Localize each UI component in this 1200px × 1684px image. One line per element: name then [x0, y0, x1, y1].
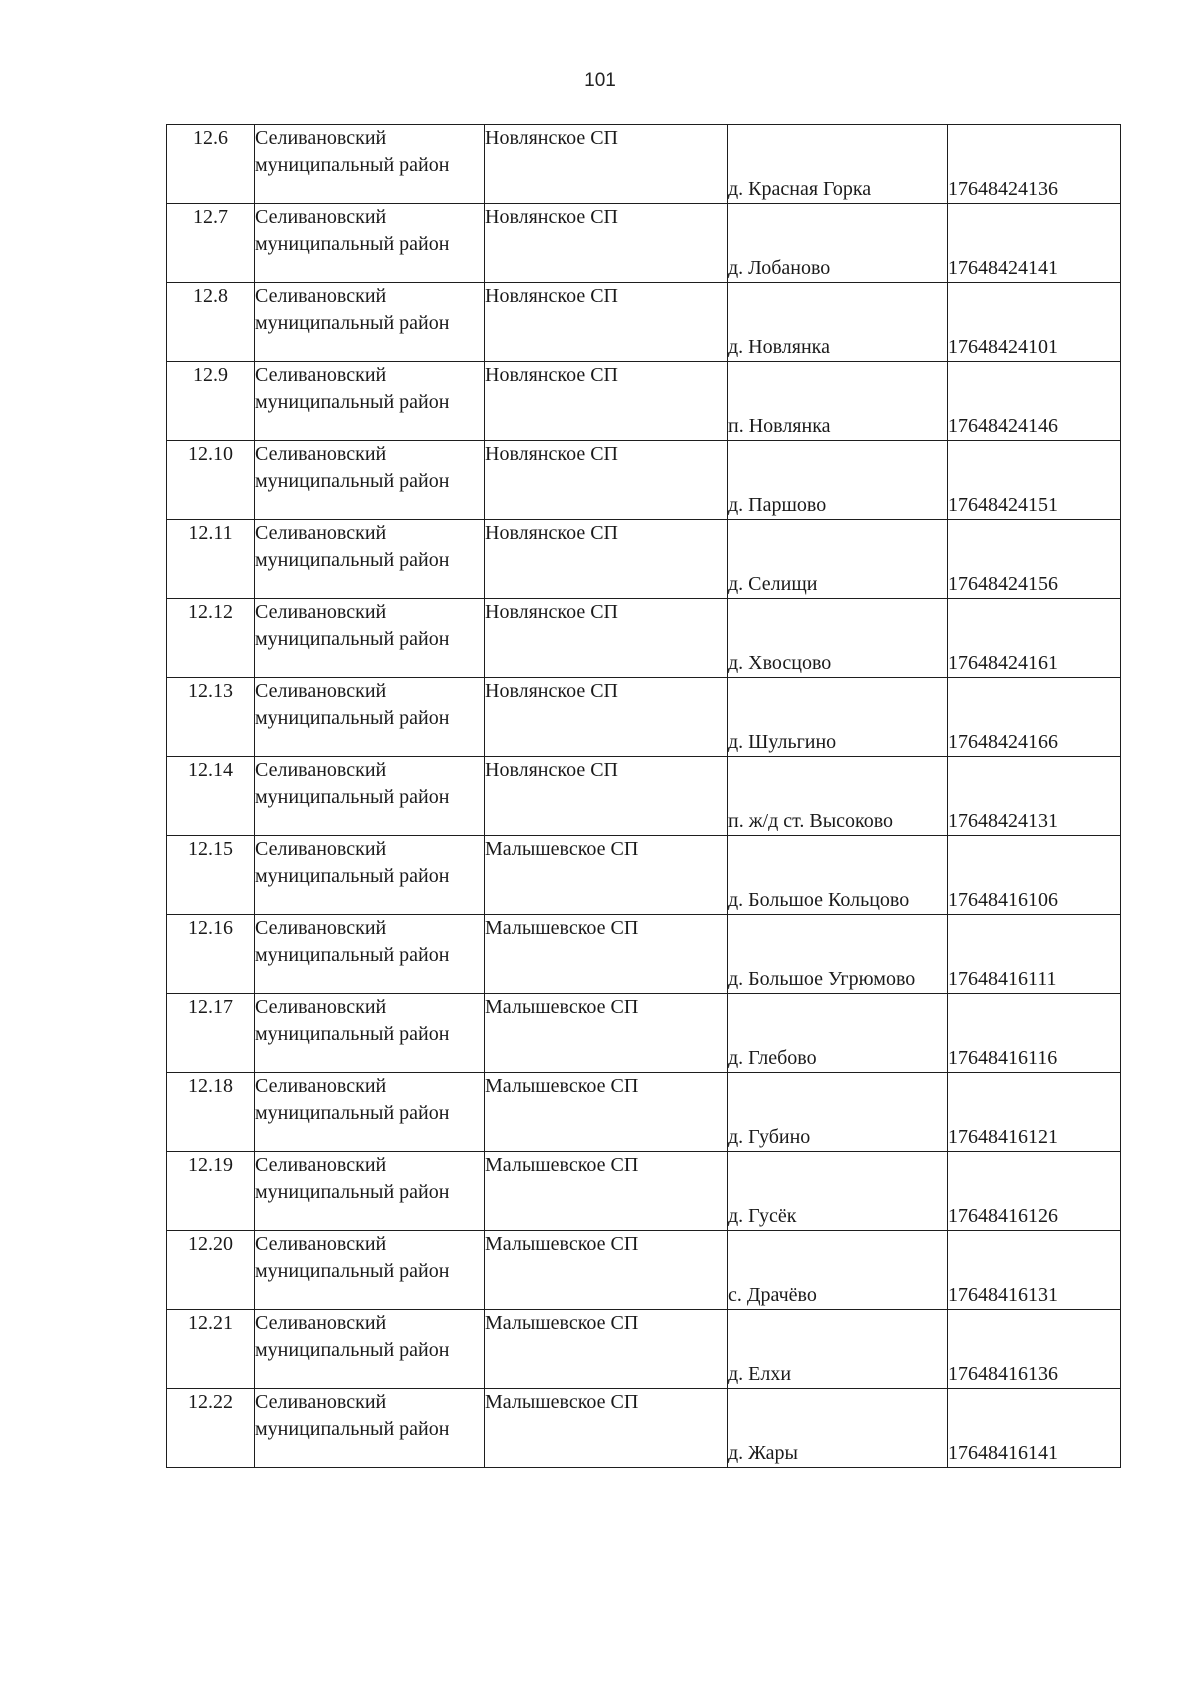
locality-cell: д. Селищи: [728, 520, 948, 599]
oktmo-code-cell: 17648416136: [948, 1310, 1121, 1389]
table-row: [167, 1389, 1121, 1468]
settlement-cell: Новлянское СП: [485, 757, 728, 836]
table-row: [167, 836, 1121, 915]
oktmo-code-cell: 17648424156: [948, 520, 1121, 599]
oktmo-code-cell: 17648424131: [948, 757, 1121, 836]
oktmo-code-cell: 17648416131: [948, 1231, 1121, 1310]
row-number-cell: 12.15: [167, 836, 255, 915]
settlement-cell: Малышевское СП: [485, 994, 728, 1073]
table-row: [167, 125, 1121, 204]
oktmo-code-cell: 17648416111: [948, 915, 1121, 994]
table-row: [167, 283, 1121, 362]
table-row: [167, 1231, 1121, 1310]
district-cell: Селивановский муниципальный район: [255, 757, 485, 836]
settlement-cell: Малышевское СП: [485, 1310, 728, 1389]
locality-cell: д. Гусёк: [728, 1152, 948, 1231]
locality-cell: д. Красная Горка: [728, 125, 948, 204]
district-cell: Селивановский муниципальный район: [255, 1073, 485, 1152]
district-cell: Селивановский муниципальный район: [255, 441, 485, 520]
table-row: [167, 1073, 1121, 1152]
district-cell: Селивановский муниципальный район: [255, 1310, 485, 1389]
locality-cell: д. Глебово: [728, 994, 948, 1073]
oktmo-code-cell: 17648416126: [948, 1152, 1121, 1231]
oktmo-code-cell: 17648424161: [948, 599, 1121, 678]
settlement-cell: Малышевское СП: [485, 915, 728, 994]
district-cell: Селивановский муниципальный район: [255, 599, 485, 678]
oktmo-code-cell: 17648416121: [948, 1073, 1121, 1152]
settlement-cell: Новлянское СП: [485, 441, 728, 520]
settlement-cell: Малышевское СП: [485, 1389, 728, 1468]
locality-cell: д. Новлянка: [728, 283, 948, 362]
district-cell: Селивановский муниципальный район: [255, 994, 485, 1073]
row-number-cell: 12.17: [167, 994, 255, 1073]
row-number-cell: 12.8: [167, 283, 255, 362]
settlement-cell: Новлянское СП: [485, 599, 728, 678]
settlement-cell: Малышевское СП: [485, 1152, 728, 1231]
row-number-cell: 12.22: [167, 1389, 255, 1468]
settlement-cell: Малышевское СП: [485, 1073, 728, 1152]
row-number-cell: 12.7: [167, 204, 255, 283]
table-row: [167, 1152, 1121, 1231]
locality-cell: д. Жары: [728, 1389, 948, 1468]
row-number-cell: 12.13: [167, 678, 255, 757]
locality-cell: д. Большое Кольцово: [728, 836, 948, 915]
row-number-cell: 12.6: [167, 125, 255, 204]
table-row: [167, 362, 1121, 441]
district-cell: Селивановский муниципальный район: [255, 1152, 485, 1231]
row-number-cell: 12.20: [167, 1231, 255, 1310]
oktmo-code-cell: 17648424146: [948, 362, 1121, 441]
locality-cell: д. Лобаново: [728, 204, 948, 283]
oktmo-code-cell: 17648416141: [948, 1389, 1121, 1468]
settlement-cell: Новлянское СП: [485, 204, 728, 283]
district-cell: Селивановский муниципальный район: [255, 1231, 485, 1310]
district-cell: Селивановский муниципальный район: [255, 1389, 485, 1468]
district-cell: Селивановский муниципальный район: [255, 915, 485, 994]
settlement-cell: Новлянское СП: [485, 678, 728, 757]
district-cell: Селивановский муниципальный район: [255, 204, 485, 283]
locality-cell: д. Губино: [728, 1073, 948, 1152]
table-body: [167, 125, 1121, 1468]
settlement-cell: Малышевское СП: [485, 1231, 728, 1310]
locality-cell: д. Елхи: [728, 1310, 948, 1389]
district-cell: Селивановский муниципальный район: [255, 362, 485, 441]
table-row: [167, 441, 1121, 520]
page-number: 101: [584, 70, 616, 91]
oktmo-code-cell: 17648424141: [948, 204, 1121, 283]
table-row: [167, 204, 1121, 283]
locality-cell: п. Новлянка: [728, 362, 948, 441]
row-number-cell: 12.16: [167, 915, 255, 994]
district-cell: Селивановский муниципальный район: [255, 125, 485, 204]
locality-cell: д. Большое Угрюмово: [728, 915, 948, 994]
row-number-cell: 12.9: [167, 362, 255, 441]
oktmo-code-cell: 17648424136: [948, 125, 1121, 204]
row-number-cell: 12.12: [167, 599, 255, 678]
row-number-cell: 12.14: [167, 757, 255, 836]
district-cell: Селивановский муниципальный район: [255, 520, 485, 599]
locality-cell: д. Хвосцово: [728, 599, 948, 678]
table-row: [167, 915, 1121, 994]
locality-cell: п. ж/д ст. Высоково: [728, 757, 948, 836]
locality-cell: д. Шульгино: [728, 678, 948, 757]
settlement-cell: Новлянское СП: [485, 362, 728, 441]
locality-cell: д. Паршово: [728, 441, 948, 520]
row-number-cell: 12.11: [167, 520, 255, 599]
table-row: [167, 994, 1121, 1073]
table-row: [167, 757, 1121, 836]
district-cell: Селивановский муниципальный район: [255, 836, 485, 915]
row-number-cell: 12.10: [167, 441, 255, 520]
oktmo-code-cell: 17648416106: [948, 836, 1121, 915]
table-row: [167, 1310, 1121, 1389]
oktmo-code-cell: 17648424151: [948, 441, 1121, 520]
district-cell: Селивановский муниципальный район: [255, 283, 485, 362]
table-row: [167, 599, 1121, 678]
table-row: [167, 520, 1121, 599]
locality-table: [166, 124, 1121, 1468]
oktmo-code-cell: 17648416116: [948, 994, 1121, 1073]
oktmo-code-cell: 17648424166: [948, 678, 1121, 757]
locality-cell: с. Драчёво: [728, 1231, 948, 1310]
settlement-cell: Новлянское СП: [485, 283, 728, 362]
settlement-cell: Малышевское СП: [485, 836, 728, 915]
settlement-cell: Новлянское СП: [485, 125, 728, 204]
table-row: [167, 678, 1121, 757]
row-number-cell: 12.21: [167, 1310, 255, 1389]
oktmo-code-cell: 17648424101: [948, 283, 1121, 362]
settlement-cell: Новлянское СП: [485, 520, 728, 599]
row-number-cell: 12.19: [167, 1152, 255, 1231]
district-cell: Селивановский муниципальный район: [255, 678, 485, 757]
row-number-cell: 12.18: [167, 1073, 255, 1152]
